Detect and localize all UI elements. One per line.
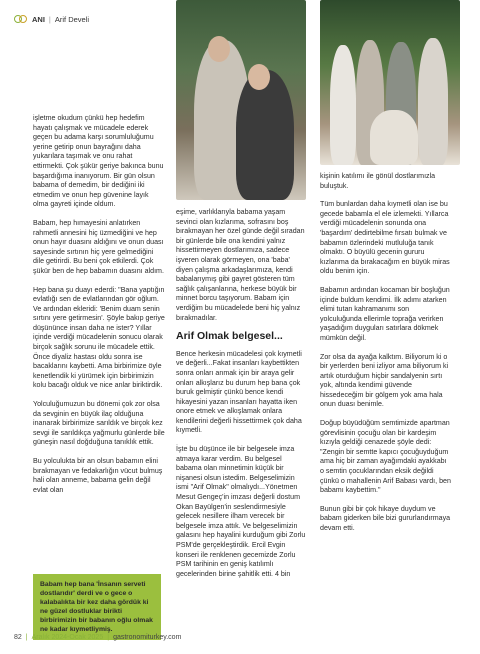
photo-family — [320, 0, 460, 165]
footer-separator: | — [107, 634, 110, 641]
paragraph: Zor olsa da ayağa kalktım. Biliyorum ki o bir yerlerden beni izliyor ama biliyorum ki artık oturduğum hiçbir sandalyenin sırtı yok, altında kendimi güvende hissedeceğim bir gölgem yok ama hala onun duası benimle. — [320, 352, 449, 409]
paragraph: işletme okudum çünkü hep hedefim hayatı çalışmak ve mücadele ederek geçen bu adama karşı sorumluluğumu yerine getirip onun bayrağını daha yukarılara taşımak ve onu rahat ettirmekti. Çok şükür geriye bakınca bunu başardığıma inanıyorum. Bir gün olsun babama of demedim, bir dediğini iki etmedim ve onun hep güvenine layık olma gayreti içinde oldum. — [33, 114, 164, 209]
paragraph: İşte bu düşünce ile bir belgesele imza atmaya karar verdim. Bu belgesel babama olan minnetimin küçük bir nişanesi olsun istedim. Belgeselimizin ismi "Arif Olmak" olmalıydı...Yönetmen Mesut Gengeç'in imzası değerli dostum Okan Bayülgen'in seslendirmesiyle gelecek nesillere ilham verecek bir belgesele imza attık. Ve belgeselimizin galasını hep hayalini kurduğum gibi Zorlu PSM'de gerçekleştirdik. Ercil Evgin konseri ile renklenen gecemizde Zorlu PSM tarihinin en geniş katılımlı gecelerinden birine şahitlik etti. 4 bin — [176, 445, 306, 578]
text-column-1 — [33, 114, 165, 504]
photo-figure — [418, 38, 448, 165]
photo-figure — [330, 45, 356, 165]
text-column-2 — [176, 208, 308, 588]
section-heading: Arif Olmak belgesel... — [176, 330, 283, 343]
paragraph: Doğup büyüdüğüm semtimizde apartman görevlisinin çocuğu olan bir kardeşim kızıyla geldiği cenazede şöyle dedi: "Zengin bir semtte kapıcı çocuğuyduğum ama hiç bir zaman ayağımdaki ayakkabı o semtin çocuklarından eksik değildi çünkü o mahallenin Arif Babası vardı, ben babamı kaybettim." — [320, 419, 451, 495]
paragraph: Bunun gibi bir çok hikaye duydum ve babam giderken bile bizi gururlandırmaya devam etti. — [320, 504, 451, 532]
footer-separator: | — [25, 634, 28, 641]
paragraph: Babamın ardından kocaman bir boşluğun içinde buldum kendimi. İlk adımı atarken elimi tutan kahramanımı son yolculuğunda ellerimle toprağa verirken yaşadığım duyguları satırlara dökmek mümkün değil. — [320, 285, 450, 342]
author-name: Arif Develi — [54, 14, 90, 24]
page-number: 82 — [14, 634, 22, 641]
paragraph: kişinin katılımı ile gönül dostlarımızla buluştuk. — [320, 172, 436, 190]
photo-figure — [236, 70, 294, 200]
website: gastronomiturkey.com — [113, 634, 182, 641]
photo-face — [248, 64, 270, 90]
paragraph: Bu yolculukta bir an olsun babamın elini bırakmayan ve fedakarlığın vücut bulmuş hali olan anneme, babama gelin değil evlat olan — [33, 457, 163, 494]
photo-father-and-son — [176, 0, 306, 200]
paragraph: eşime, varlıklarıyla babama yaşam sevinci olan kızlarıma, sofrasını boş bırakmayan her özel günde değil sıradan bir günlerde bile ona kendini yalnız hissettirmeyen dostlarımıza, sadece işveren olarak görmeyen, ona 'baba' diyen çalışma arkadaşlarımıza, kendi babalarıymış gibi gayret gösteren tüm sağlık çalışanlarına, herkese büyük bir minnet borcu taşıyorum. Babam için verdiğim bu mücadelede beni hiç yalnız bırakmadılar. — [176, 208, 305, 322]
paragraph: Babam, hep hımayesini anlatırken rahmetli annesini hiç üzmediğini ve hep onun hayır duasını aldığını ve onun duası sayesinde sırtının hiç yere gelmediğini dile getirirdi. Bu beni çok etkilerdi. Çok şükür ben de hep babamın duasını aldım. — [33, 218, 164, 275]
text-column-3 — [320, 172, 452, 543]
header-separator: | — [48, 14, 51, 24]
paragraph: Yolculuğumuzun bu dönemi çok zor olsa da sevginin en büyük ilaç olduğuna inanarak birbirimize sarıldık ve birçok kez sevgi ile sarıldıkça yağmurlu günlerde bile güneşin nasıl doğduğuna tanıklık ettik. — [33, 400, 165, 447]
issue-date: Aralık 2024-Ocak 2025 — [31, 634, 104, 641]
magazine-logo-icon — [14, 14, 28, 24]
pull-quote: Babam hep bana 'İnsanın serveti dostlarıdır' derdi ve o gece o kalabalıkta bir kez daha gördük ki ne güzel dostluklar birikti birbirimizin bir babanın oğlu olmak ne kadar kıymetliymiş. — [33, 574, 161, 640]
section-name: ANI — [32, 14, 45, 24]
photo-face — [208, 36, 230, 62]
page-footer — [14, 634, 181, 641]
paragraph: Bence herkesin mücadelesi çok kıymetli ve değerli...Fakat insanları kaybettikten sonra onları anmak için bir araya gelir onları alkışlarız bu durum hep bana çok buruk gelmiştir çünkü bence kendi hikayesini yazan insanları hayatta iken onore etmek ve alkışlamak onlara kendilerini değerli hissettirmek çok daha kıymetli. — [176, 349, 302, 435]
page-header — [14, 14, 89, 24]
paragraph: Hep bana şu duayı ederdi: "Bana yaptığın evlatlığı sen de evlatlarından gör oğlum. Ve ardından ekleridi: 'Benim duam senin sırtını yere getirmesin'. Şöyle bakıp geriye düşününce insan daha ne ister? Yıllar içinde verdiği mücadelenin sonucu olarak birçok sağlık sorunu ile mücadele ettik. Önce diyaliz hastası oldu sonra ise bacaklarını kaybetti. Ama birbirimize öyle kenetlendik ki yürümek için birbirimizin kolu bacağı olduk ve nice anlar biriktirdik. — [33, 285, 165, 390]
photo-seated-figure — [370, 110, 418, 165]
paragraph: Tüm bunlardan daha kıymetli olan ise bu gecede babamla el ele izlemekti. Yıllarca verdiği mücadelenin sonunda ona 'başardım' dedirtebilme fırsatı bulmak ve babamın özlerindeki mutluluğa tanık olmaktı. O büyülü gecenin gururu kızlarıma da bırakacağım en büyük miras oldu benim için. — [320, 200, 450, 276]
